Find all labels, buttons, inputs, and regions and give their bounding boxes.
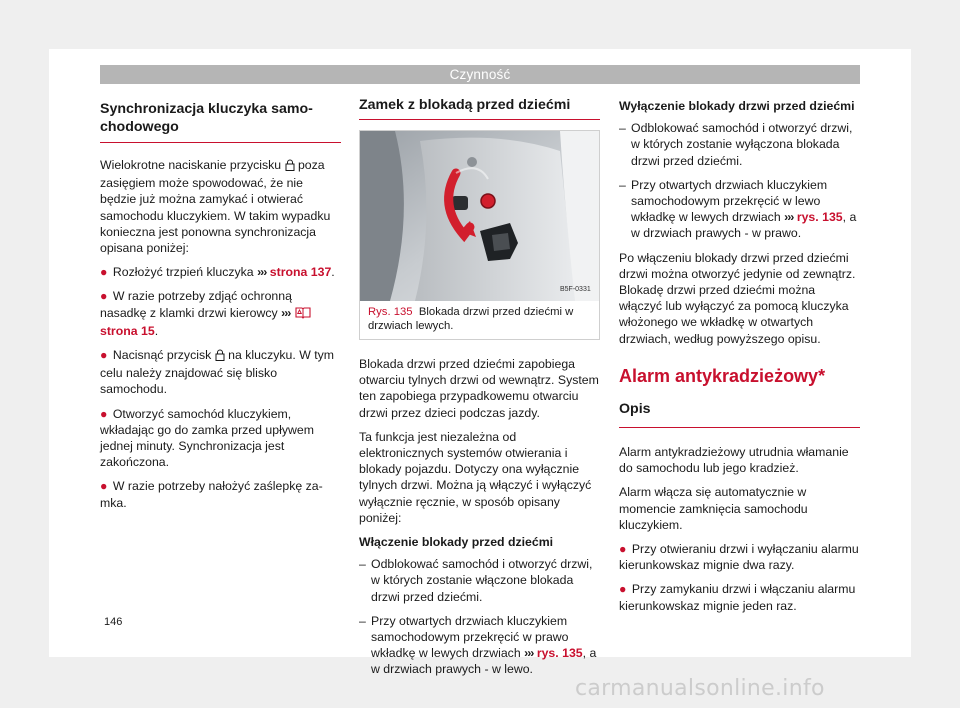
- bullet-icon: ●: [619, 582, 627, 597]
- alarm-p2: Alarm antykradzieżowy utrudnia włamanie do samochodu lub jego kradzież.: [619, 445, 849, 476]
- sync-intro: Wielokrotne naciskanie przycisku poza zasięgiem może spowodować, że nie będzie już można zamykać i otwierać samochodu kluczykiem. W takim wypadku konieczna jest ponowna synchronizacja opisana poniżej:: [100, 158, 331, 256]
- lock-icon: [285, 159, 295, 175]
- sync-title: Synchronizacja kluczyka samo-chodowego: [100, 96, 341, 143]
- caption-ref: Rys. 135: [368, 306, 413, 318]
- page-number: 146: [104, 616, 123, 628]
- link-strona-137[interactable]: strona 137: [269, 265, 332, 280]
- bullet-icon: ●: [619, 542, 627, 557]
- section-header: Czynność: [100, 65, 860, 84]
- bullet-icon: ●: [100, 289, 108, 304]
- child-lock-p2: Ta funkcja jest niezależna od elektronicznych systemów otwierania i blokady pojazdu. Dotyczy ona wyłącznie tylnych drzwi. Można ją włączyć i wyłączyć wyłącznie ręcznie, w sposób opisany poniżej:: [359, 429, 592, 525]
- list-item: – Odblokować samochód i otworzyć drzwi, w których zostanie wyłączona blokada drzwi przed dziećmi.: [619, 121, 853, 168]
- arrows-icon: ›››: [524, 646, 534, 661]
- list-item: – Przy otwartych drzwiach kluczykiem samochodowym przekręcić w lewo wkładkę w lewych drzwiach ››› rys. 135, a w drzwiach prawych - w prawo.: [619, 177, 857, 241]
- list-item: ● Otworzyć samochód kluczykiem, wkładając go do zamka przed upływem jednej minuty. Synchronizacja jest zakończona.: [100, 406, 314, 470]
- child-lock-title: Zamek z blokadą przed dziećmi: [359, 96, 600, 120]
- link-strona-15[interactable]: strona 15: [100, 323, 155, 338]
- disable-p1: Po włączeniu blokady drzwi przed dziećmi drzwi można otworzyć jedynie od zewnątrz. Blokadę drzwi przed dziećmi można włączyć lub wyłączyć za pomocą kluczyka włożonego we wkładkę w otwartych drzwiach, według powyższego opisu.: [619, 250, 856, 346]
- list-item: – Przy otwartych drzwiach kluczykiem samochodowym przekręcić w prawo wkładkę w lewych drzwiach ››› rys. 135, a w drzwiach prawych - w lewo.: [359, 613, 597, 677]
- alarm-p3: Alarm włącza się automatycznie w momencie zamknięcia samochodu kluczykiem.: [619, 485, 808, 532]
- arrows-icon: ›››: [257, 265, 267, 280]
- list-item: ● W razie potrzeby zdjąć ochronną nasadkę z klamki drzwi kierowcy ››› strona 15.: [100, 288, 341, 339]
- figure-caption: Rys. 135 Blokada drzwi przed dziećmi w drzwiach lewych.: [368, 306, 574, 332]
- list-item: ● Rozłożyć trzpień kluczyka ››› strona 137.: [100, 265, 335, 280]
- column-child-lock: [359, 96, 600, 686]
- column-sync: [100, 96, 341, 519]
- bullet-icon: ●: [100, 406, 108, 421]
- figure-135: [359, 130, 600, 340]
- list-item: ● W razie potrzeby nałożyć zaślepkę za-mka.: [100, 479, 323, 510]
- arrows-icon: ›››: [281, 305, 291, 320]
- column-disable-alarm: [619, 96, 860, 622]
- bullet-icon: ●: [100, 479, 108, 494]
- figure-code: B5F-0331: [560, 286, 591, 293]
- list-item: – Odblokować samochód i otworzyć drzwi, w których zostanie włączone blokada drzwi przed dziećmi.: [359, 557, 593, 604]
- link-rys-135[interactable]: rys. 135: [536, 646, 583, 661]
- disable-subhead: Wyłączenie blokady drzwi przed dziećmi: [619, 99, 855, 113]
- lock-icon: [215, 349, 225, 365]
- bullet-icon: ●: [100, 348, 108, 363]
- opis-title: Opis: [619, 401, 860, 428]
- list-item: ● Nacisnąć przycisk na kluczyku. W tym celu należy znajdować się blisko samochodu.: [100, 348, 335, 397]
- watermark: carmanualsonline.info: [575, 676, 825, 701]
- child-lock-p1: Blokada drzwi przed dziećmi zapobiega otwarciu tylnych drzwi od wewnątrz. System ten zapobiega przypadkowemu otwarciu drzwi przez dzieci podczas jazdy.: [359, 357, 599, 420]
- arrows-icon: ›››: [784, 210, 794, 225]
- enable-subhead: Włączenie blokady przed dziećmi: [359, 535, 554, 550]
- alarm-title: Alarm antykradzieżowy*: [619, 365, 826, 386]
- link-rys-135[interactable]: rys. 135: [796, 210, 843, 225]
- warning-book-icon: [294, 306, 312, 323]
- door-lock-illustration: [360, 131, 599, 301]
- list-item: ● Przy zamykaniu drzwi i włączaniu alarmu kierunkowskaz mignie jeden raz.: [619, 582, 856, 613]
- bullet-icon: ●: [100, 265, 108, 280]
- list-item: ● Przy otwieraniu drzwi i wyłączaniu alarmu kierunkowskaz mignie dwa razy.: [619, 542, 859, 573]
